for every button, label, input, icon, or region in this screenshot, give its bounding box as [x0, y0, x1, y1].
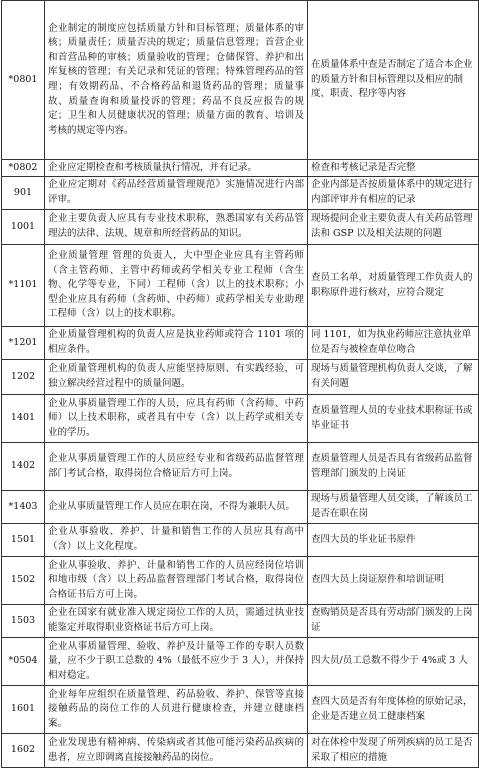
item-code: *1101	[2, 245, 45, 327]
item-code: 1601	[2, 686, 45, 734]
item-code: 901	[2, 177, 45, 210]
item-code: *0504	[2, 638, 45, 686]
table-row	[2, 605, 479, 638]
item-check-method: 检查和考核记录是否完整	[308, 160, 479, 177]
item-check-method: 对在体检中发现了所列疾病的员工是否采取了相应的措施	[308, 734, 479, 768]
item-check-method: 查员工名单，对质量管理工作负责人的职称原件进行核对，应符合规定	[308, 245, 479, 327]
item-content: 企业从事质量管理、验收、养护及计量等工作的专职人员数量，应不少于职工总数的 4%（最低不应少于 3 人），并保持相对稳定。	[45, 638, 308, 686]
item-check-method: 同 1101，如为执业药师应注意执业单位是否与被检查单位吻合	[308, 327, 479, 360]
item-code: 1401	[2, 395, 45, 443]
table-row	[2, 160, 479, 177]
item-content: 企业发现患有精神病、传染病或者其他可能污染药品疾病的患者，应立即调离直接接触药品的岗位。	[45, 734, 308, 768]
table-row	[2, 443, 479, 491]
item-content: 企业从事验收、养护、计量和销售工作的人员应经岗位培训和地市级（含）以上药品监督管理部门考试合格，取得岗位合格证书后方可上岗。	[45, 557, 308, 605]
table-row	[2, 557, 479, 605]
item-code: 1501	[2, 524, 45, 557]
item-code: *1403	[2, 491, 45, 524]
table-row	[2, 245, 479, 327]
item-content: 企业从事质量管理工作人员应在职在岗，不得为兼职人员。	[45, 491, 308, 524]
table-row	[2, 177, 479, 210]
table-row	[2, 638, 479, 686]
item-code: *0801	[2, 1, 45, 160]
item-check-method: 四大员/员工总数不得少于 4%或 3 人	[308, 638, 479, 686]
item-check-method: 现场与质量管理机构负责人交谈，了解有关问题	[308, 360, 479, 395]
item-content: 企业每年应组织在质量管理、药品验收、养护、保管等直接接触药品的岗位工作的人员进行健康检查，并建立健康档案。	[45, 686, 308, 734]
table-row	[2, 360, 479, 395]
gsp-inspection-table	[1, 0, 479, 768]
item-code: 1001	[2, 210, 45, 245]
item-check-method: 现场与质量管理人员交谈，了解该员工是否在职在岗	[308, 491, 479, 524]
item-content: 企业质量管理机构的负责人应能坚持原则、有实践经验，可独立解决经营过程中的质量问题。	[45, 360, 308, 395]
item-content: 企业制定的制度应包括质量方针和目标管理；质量体系的审核；质量责任；质量否决的规定；质量信息管理；首营企业和首营品种的审核；质量验收的管理；仓储保管、养护和出库复核的管理；有关记录和凭证的管理；特殊管理药品的管理；有效期药品、不合格药品和退货药品的管理；质量事故、质量查询和质量投诉的管理；药品不良反应报告的规定；卫生和人员健康状况的管理；质量方面的教育、培训及考核的规定等内容。	[45, 1, 308, 160]
item-check-method: 查四大员的毕业证书原件	[308, 524, 479, 557]
item-check-method: 查购销员是否具有劳动部门颁发的上岗证	[308, 605, 479, 638]
item-check-method: 查质量管理人员的专业技术职称证书或毕业证书	[308, 395, 479, 443]
item-content: 企业从事质量管理工作的人员应经专业和省级药品监督管理部门考试合格，取得岗位合格证后方可上岗。	[45, 443, 308, 491]
item-check-method: 查四大员是否有年度体检的原始记录，企业是否建立员工健康档案	[308, 686, 479, 734]
item-check-method: 企业内部是否按质量体系中的规定进行内部评审并有相应的记录	[308, 177, 479, 210]
item-check-method: 现场提问企业主要负责人有关药品管理法和 GSP 以及相关法规的问题	[308, 210, 479, 245]
table-row	[2, 327, 479, 360]
item-content: 企业应定期检查和考核质量执行情况，并有记录。	[45, 160, 308, 177]
item-code: 1402	[2, 443, 45, 491]
item-content: 企业从事质量管理工作的人员，应具有药师（含药师、中药师）以上技术职称，或者具有中专（含）以上药学或相关专业的学历。	[45, 395, 308, 443]
item-content: 企业质量管理 管理的负责人，大中型企业应具有主管药师（含主管药师、主管中药师或药学相关专业工程师（含生物、化学等专业，下同）工程师（含）以上的技术职称；小型企业应具有药师（含药师、中药师）或药学相关专业助理工程师（含）以上的技术职称。	[45, 245, 308, 327]
item-content: 企业主要负责人应具有专业技术职称，熟悉国家有关药品管理法的法律、法规、规章和所经营药品的知识。	[45, 210, 308, 245]
table-row	[2, 491, 479, 524]
item-content: 企业质量管理机构的负责人应是执业药师或符合 1101 项的相应条件。	[45, 327, 308, 360]
table-row	[2, 395, 479, 443]
table-row	[2, 210, 479, 245]
item-code: 1202	[2, 360, 45, 395]
table-row	[2, 524, 479, 557]
item-code: *0802	[2, 160, 45, 177]
item-content: 企业在国家有就业准入规定岗位工作的人员，需通过执业技能鉴定并取得职业资格证书后方可上岗。	[45, 605, 308, 638]
item-code: 1503	[2, 605, 45, 638]
table-row	[2, 686, 479, 734]
table-row	[2, 734, 479, 768]
item-code: *1201	[2, 327, 45, 360]
item-content: 企业从事验收、养护、计量和销售工作的人员应具有高中（含）以上文化程度。	[45, 524, 308, 557]
item-content: 企业应定期对《药品经营质量管理规范》实施情况进行内部评审。	[45, 177, 308, 210]
table-row	[2, 1, 479, 160]
item-code: 1602	[2, 734, 45, 768]
item-check-method: 查质量管理人员是否具有省级药品监督管理部门颁发的上岗证	[308, 443, 479, 491]
item-code: 1502	[2, 557, 45, 605]
item-check-method: 查四大员上岗证原件和培训证明	[308, 557, 479, 605]
item-check-method: 在质量体系中查是否制定了适合本企业的质量方针和目标管理以及相应的制度、职责、程序等内容	[308, 1, 479, 160]
